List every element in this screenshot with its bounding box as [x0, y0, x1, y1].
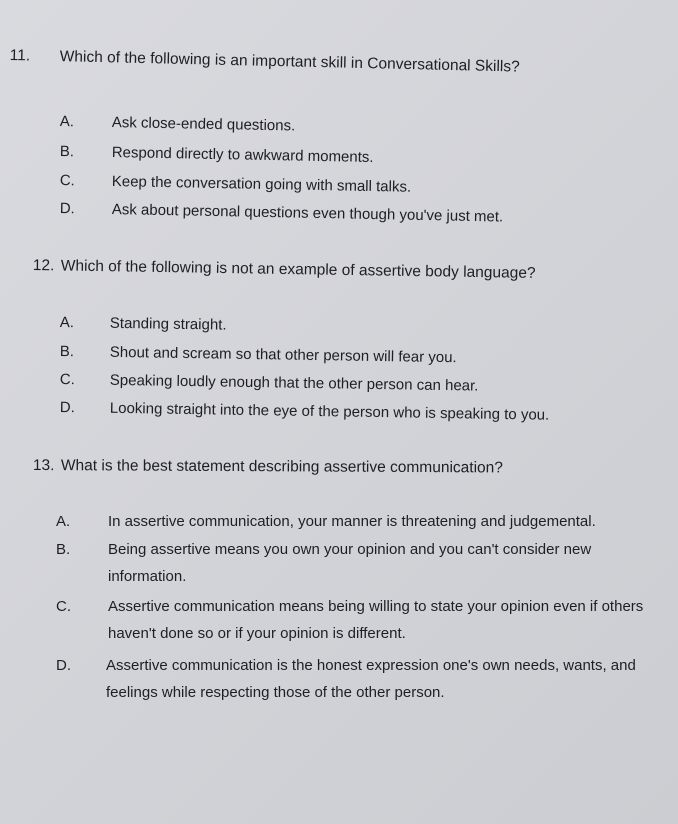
- option-text: Speaking loudly enough that the other person can hear.: [109, 371, 479, 395]
- option-letter: B.: [59, 142, 75, 161]
- option-text: Ask about personal questions even though you've just met.: [111, 200, 504, 226]
- option-letter: D.: [59, 398, 75, 417]
- option-letter: C.: [59, 370, 75, 389]
- option-letter: A.: [59, 112, 75, 131]
- option-text: Looking straight into the eye of the person who is speaking to you.: [109, 399, 550, 424]
- option-letter: A.: [59, 313, 75, 332]
- question-text: Which of the following is an important skill in Conversational Skills?: [59, 48, 520, 76]
- option-letter: B.: [59, 342, 75, 361]
- option-text: Keep the conversation going with small talks.: [111, 172, 412, 196]
- question-text: What is the best statement describing assertive communication?: [60, 457, 503, 477]
- option-text: Standing straight.: [109, 314, 227, 334]
- question-number: 13.: [32, 457, 55, 475]
- option-text: Being assertive means you own your opinion and you can't consider new information.: [108, 541, 592, 585]
- question-number: 12.: [32, 256, 55, 275]
- option-letter: D.: [59, 199, 75, 218]
- option-text: Respond directly to awkward moments.: [111, 143, 374, 167]
- option-letter: B.: [56, 541, 71, 558]
- option-letter: C.: [59, 171, 75, 190]
- option-letter: D.: [56, 657, 71, 674]
- option-text: In assertive communication, your manner is threatening and judgemental.: [108, 513, 596, 530]
- question-number: 11.: [9, 46, 31, 65]
- option-letter: C.: [56, 598, 71, 615]
- option-letter: A.: [56, 513, 71, 530]
- option-text: Ask close-ended questions.: [111, 113, 296, 135]
- option-text: Shout and scream so that other person will fear you.: [109, 343, 457, 367]
- option-text: Assertive communication is the honest expression one's own needs, wants, and feelings while respecting those of the other person.: [106, 657, 636, 701]
- option-text: Assertive communication means being willing to state your opinion even if others haven't done so or if your opinion is different.: [108, 598, 644, 642]
- question-text: Which of the following is not an example of assertive body language?: [60, 257, 536, 282]
